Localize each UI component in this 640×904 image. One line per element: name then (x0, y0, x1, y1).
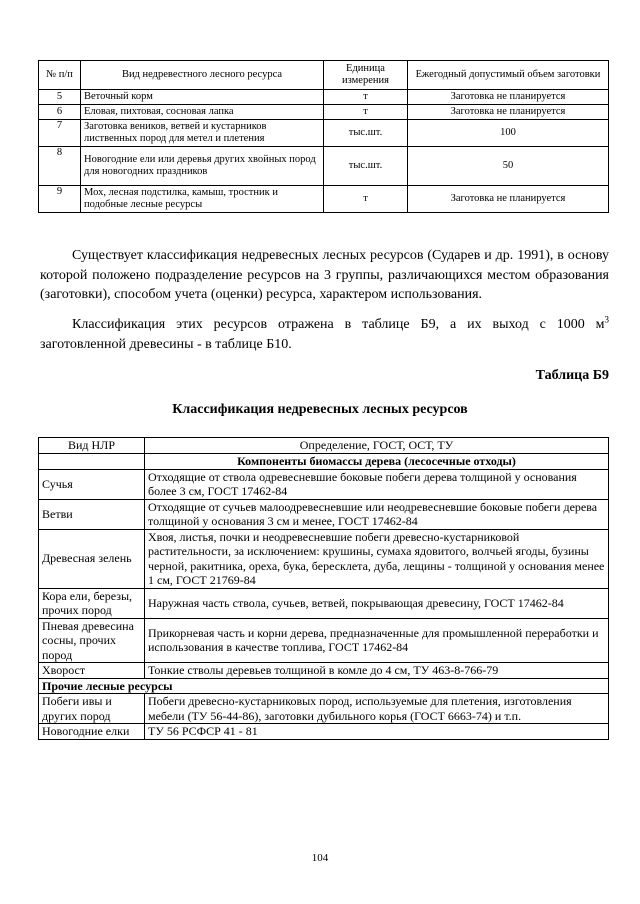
row-definition: ТУ 56 РСФСР 41 - 81 (145, 724, 609, 740)
row-definition: Отходящие от ствола одревесневшие боковые побеги дерева толщиной у основания более 3 см, ГОСТ 17462-84 (145, 469, 609, 499)
table-row (39, 694, 609, 724)
section-title-other: Прочие лесные ресурсы (39, 678, 609, 694)
row-definition: Прикорневая часть и корни дерева, предназначенные для промышленной переработки и использования в качестве топлива, ГОСТ 17462-84 (145, 618, 609, 663)
header-unit: Единица измерения (324, 61, 408, 90)
table-row (39, 120, 609, 147)
row-volume: 50 (408, 147, 609, 186)
section-title-biomass: Компоненты биомассы дерева (лесосечные отходы) (145, 454, 609, 470)
section-row (39, 454, 609, 470)
row-num: 6 (39, 105, 81, 120)
row-unit: тыс.шт. (324, 147, 408, 186)
table-header-row (39, 438, 609, 454)
row-definition: Отходящие от сучьев малоодревесневшие или неодревесневшие боковые побеги дерева толщиной у основания 3 см и менее, ГОСТ 17462-84 (145, 499, 609, 529)
row-unit: т (324, 186, 408, 213)
header-resource-type: Вид недревестного лесного ресурса (81, 61, 324, 90)
table-row (39, 588, 609, 618)
page-number: 104 (311, 852, 329, 864)
row-volume: 100 (408, 120, 609, 147)
table-row (39, 186, 609, 213)
table-row (39, 529, 609, 588)
row-num: 9 (39, 186, 81, 213)
row-kind: Хворост (39, 663, 145, 679)
row-kind: Новогодние елки (39, 724, 145, 740)
classification-table (38, 437, 609, 740)
table-row (39, 469, 609, 499)
row-volume: Заготовка не планируется (408, 186, 609, 213)
row-kind: Ветви (39, 499, 145, 529)
row-num: 7 (39, 120, 81, 147)
table-row (39, 105, 609, 120)
paragraph-classification: Существует классификация недревесных лесных ресурсов (Сударев и др. 1991), в основу которой положено подразделение ресурсов на 3 группы, различающихся местом образования (заготовки), способом учета (оценки) ресурса, характером использования. (40, 248, 609, 302)
row-definition: Побеги древесно-кустарниковых пород, используемые для плетения, изготовления мебели (ТУ 56-44-86), заготовки дубильного корья (ГОСТ 6663-74) и т.п. (145, 694, 609, 724)
row-volume: Заготовка не планируется (408, 90, 609, 105)
resource-volume-table (38, 60, 609, 213)
row-kind: Кора ели, березы, прочих пород (39, 588, 145, 618)
row-type: Заготовка веников, ветвей и кустарников лиственных пород для метел и плетения (81, 120, 324, 147)
table-row (39, 499, 609, 529)
header-definition: Определение, ГОСТ, ОСТ, ТУ (145, 438, 609, 454)
row-unit: т (324, 105, 408, 120)
row-kind: Побеги ивы и других пород (39, 694, 145, 724)
header-kind: Вид НЛР (39, 438, 145, 454)
row-definition: Хвоя, листья, почки и неодревесневшие побеги древесно-кустарниковой растительности, за исключением: крушины, сумаха ядовитого, волчьей ягоды, бузины черной, ракитника, ореха, бука, бересклета, дуба, лещины - толщиной у основания менее 1 см, ГОСТ 21769-84 (145, 529, 609, 588)
row-type: Веточный корм (81, 90, 324, 105)
row-type: Еловая, пихтовая, сосновая лапка (81, 105, 324, 120)
header-volume: Ежегодный допустимый объем заготовки (408, 61, 609, 90)
header-num: № п/п (39, 61, 81, 90)
table-row (39, 724, 609, 740)
table-row (39, 147, 609, 186)
row-unit: т (324, 90, 408, 105)
row-definition: Наружная часть ствола, сучьев, ветвей, покрывающая древесину, ГОСТ 17462-84 (145, 588, 609, 618)
table-row (39, 90, 609, 105)
table-header-row (39, 61, 609, 90)
row-kind: Сучья (39, 469, 145, 499)
paragraph-table-reference: Классификация этих ресурсов отражена в таблице Б9, а их выход с 1000 $м^3$ заготовленной древесины - в таблице Б10. (40, 314, 609, 352)
table-title: Классификация недревесных лесных ресурсов (172, 402, 468, 417)
row-num: 5 (39, 90, 81, 105)
row-num: 8 (39, 147, 81, 186)
table-row (39, 663, 609, 679)
row-kind: Пневая древесина сосны, прочих пород (39, 618, 145, 663)
table-row (39, 618, 609, 663)
row-type: Мох, лесная подстилка, камыш, тростник и подобные лесные ресурсы (81, 186, 324, 213)
row-volume: Заготовка не планируется (408, 105, 609, 120)
section-row (39, 678, 609, 694)
row-kind: Древесная зелень (39, 529, 145, 588)
row-type: Новогодние ели или деревья других хвойных пород для новогодних праздников (81, 147, 324, 186)
row-unit: тыс.шт. (324, 120, 408, 147)
table-label: Таблица Б9 (535, 368, 609, 383)
row-definition: Тонкие стволы деревьев толщиной в комле до 4 см, ТУ 463-8-766-79 (145, 663, 609, 679)
